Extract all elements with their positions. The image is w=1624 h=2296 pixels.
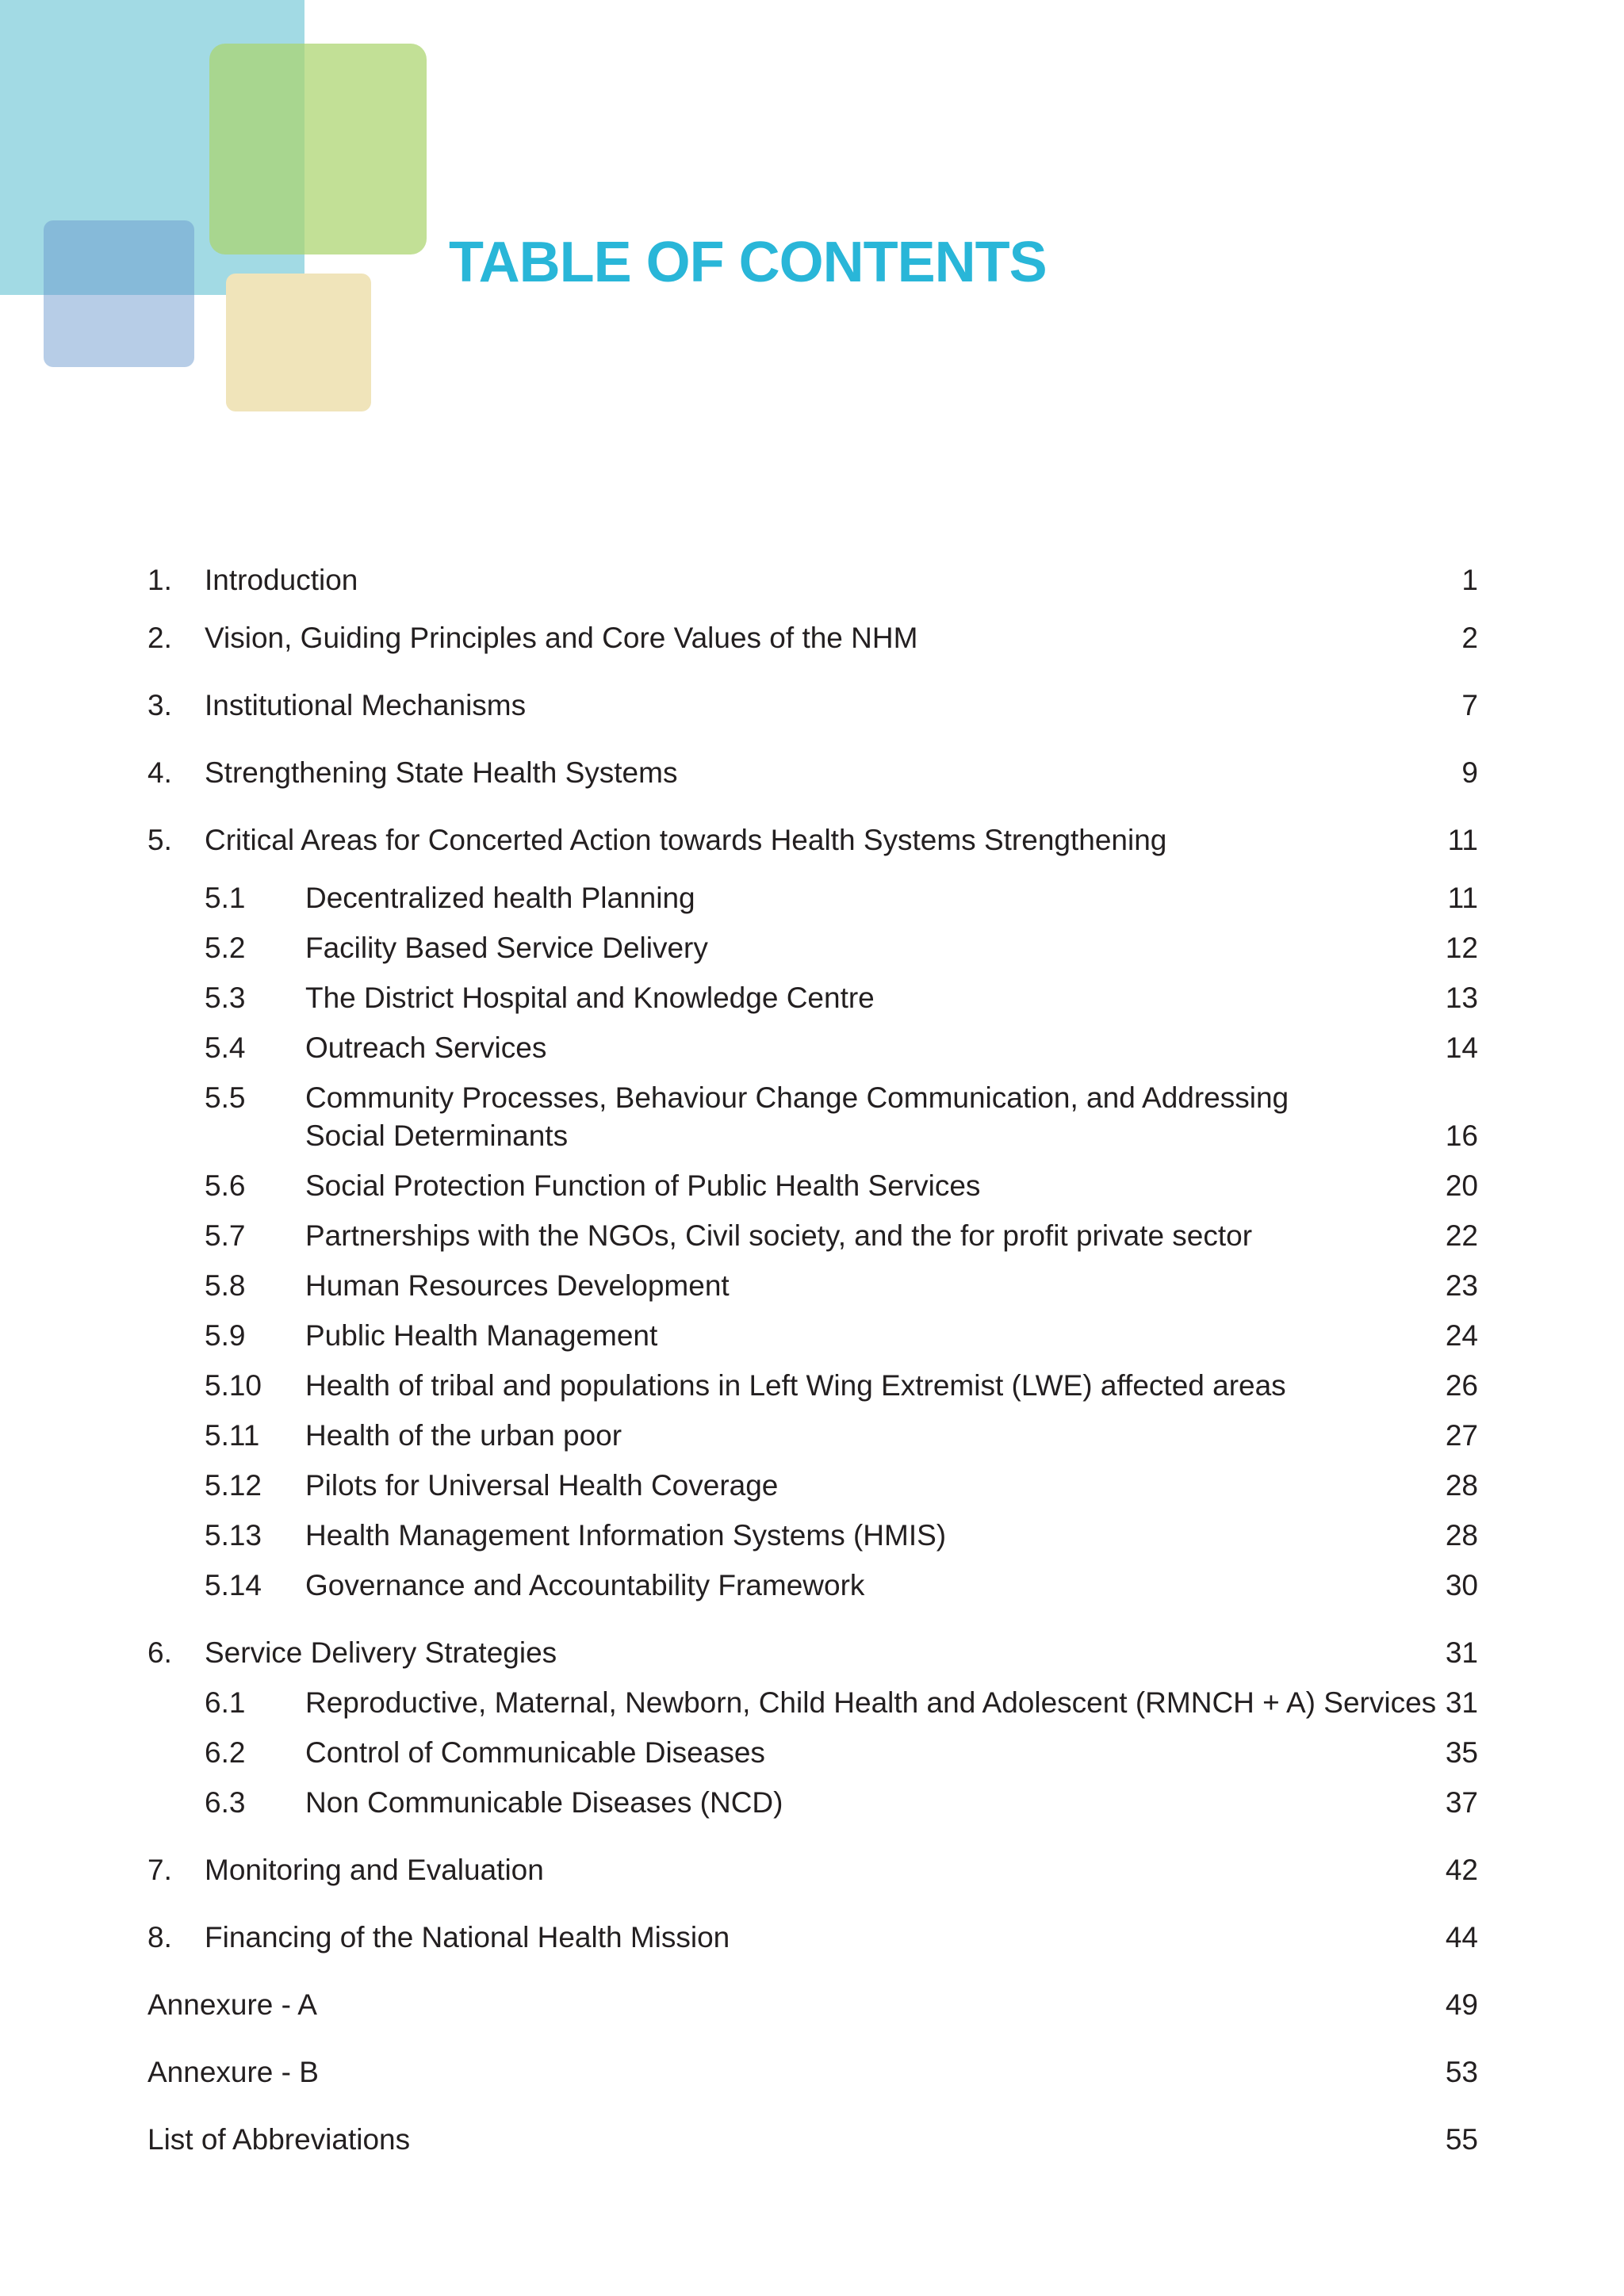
toc-entry-title: Partnerships with the NGOs, Civil society, and the for profit private sector bbox=[305, 1219, 1253, 1252]
toc-entry-number: 5.14 bbox=[205, 1569, 262, 1601]
toc-entry-page: 11 bbox=[1447, 882, 1478, 914]
toc-entry-number: 6.3 bbox=[205, 1786, 246, 1819]
toc-entry-title: Public Health Management bbox=[305, 1319, 658, 1352]
toc-entry-title: Strengthening State Health Systems bbox=[205, 756, 678, 789]
toc-entry-page: 7 bbox=[1461, 689, 1478, 721]
toc-entry-page: 22 bbox=[1445, 1219, 1478, 1252]
toc-entry-page: 27 bbox=[1445, 1419, 1478, 1452]
toc-entry-number: 5.10 bbox=[205, 1369, 262, 1402]
toc-entry-page: 53 bbox=[1445, 2056, 1478, 2088]
toc-entry-title: Annexure - B bbox=[147, 2056, 319, 2088]
toc-entry-page: 55 bbox=[1445, 2123, 1478, 2156]
toc-entry-title: Non Communicable Diseases (NCD) bbox=[305, 1786, 783, 1819]
toc-entry-number: 5.7 bbox=[205, 1219, 246, 1252]
toc-entry-title: Human Resources Development bbox=[305, 1269, 730, 1302]
toc-entry-title: Introduction bbox=[205, 564, 358, 596]
toc-entry-page: 37 bbox=[1445, 1786, 1478, 1819]
toc-entry-title: Decentralized health Planning bbox=[305, 882, 695, 914]
toc-entry-title: Reproductive, Maternal, Newborn, Child Health and Adolescent (RMNCH + A) Services bbox=[305, 1686, 1437, 1719]
toc-entry-number: 4. bbox=[147, 756, 172, 789]
toc-entry-number: 5.11 bbox=[205, 1419, 260, 1452]
toc-entry-title: Institutional Mechanisms bbox=[205, 689, 527, 721]
toc-entry-number: 5.2 bbox=[205, 932, 246, 964]
toc-entry-title: Monitoring and Evaluation bbox=[205, 1854, 544, 1886]
toc-entry-page: 42 bbox=[1445, 1854, 1478, 1886]
toc-entry-number: 3. bbox=[147, 689, 172, 721]
toc-entry-page: 16 bbox=[1445, 1119, 1478, 1152]
toc-entry-page: 12 bbox=[1445, 932, 1478, 964]
toc-entry-number: 1. bbox=[147, 564, 172, 596]
toc-entry-page: 11 bbox=[1447, 824, 1478, 856]
toc-entry-page: 28 bbox=[1445, 1519, 1478, 1552]
toc-entry-page: 20 bbox=[1445, 1169, 1478, 1202]
toc-entry-number: 8. bbox=[147, 1921, 172, 1954]
toc-entry-number: 7. bbox=[147, 1854, 172, 1886]
toc-entry-page: 30 bbox=[1445, 1569, 1478, 1601]
toc-entry-number: 5.13 bbox=[205, 1519, 262, 1552]
toc-entry-number: 5.8 bbox=[205, 1269, 246, 1302]
toc-subentry[interactable] bbox=[0, 1079, 1624, 1155]
toc-entry-number: 5.9 bbox=[205, 1319, 246, 1352]
toc-entry-page: 26 bbox=[1445, 1369, 1478, 1402]
toc-entry-page: 9 bbox=[1461, 756, 1478, 789]
toc-entry-title: Health of the urban poor bbox=[305, 1419, 622, 1452]
toc-entry-title: Annexure - A bbox=[147, 1988, 317, 2021]
toc-entry-title: Health Management Information Systems (HMIS) bbox=[305, 1519, 947, 1552]
toc-entry-number: 5.4 bbox=[205, 1031, 246, 1064]
toc-entry-title: Social Protection Function of Public Health Services bbox=[305, 1169, 981, 1202]
toc-entry-page: 31 bbox=[1445, 1686, 1478, 1719]
toc-entry-page: 24 bbox=[1445, 1319, 1478, 1352]
toc-entry-number: 5.1 bbox=[205, 882, 246, 914]
toc-entry-page: 13 bbox=[1445, 982, 1478, 1014]
toc-entry-page: 1 bbox=[1461, 564, 1478, 596]
toc-entry-title: Governance and Accountability Framework bbox=[305, 1569, 865, 1601]
toc-entry-number: 6. bbox=[147, 1636, 172, 1669]
toc-entry-page: 31 bbox=[1445, 1636, 1478, 1669]
toc-entry-title: Service Delivery Strategies bbox=[205, 1636, 557, 1669]
toc-entry-title: Outreach Services bbox=[305, 1031, 547, 1064]
toc-entry-page: 35 bbox=[1445, 1736, 1478, 1769]
toc-entry-page: 2 bbox=[1461, 622, 1478, 654]
toc-entry-number: 5.5 bbox=[205, 1081, 246, 1114]
toc-entry-title: Facility Based Service Delivery bbox=[305, 932, 708, 964]
toc-entry-title: Financing of the National Health Mission bbox=[205, 1921, 730, 1954]
toc-entry-number: 5. bbox=[147, 824, 172, 856]
toc-entry-title: List of Abbreviations bbox=[147, 2123, 411, 2156]
toc-entry-page: 23 bbox=[1445, 1269, 1478, 1302]
toc-entry-title: Community Processes, Behaviour Change Communication, and Addressing bbox=[305, 1081, 1289, 1114]
toc-entry-number: 5.6 bbox=[205, 1169, 246, 1202]
toc-entry-page: 49 bbox=[1445, 1988, 1478, 2021]
toc-entry-number: 5.12 bbox=[205, 1469, 262, 1502]
toc-entry-number: 6.2 bbox=[205, 1736, 246, 1769]
toc-entry-number: 2. bbox=[147, 622, 172, 654]
toc-entry-page: 28 bbox=[1445, 1469, 1478, 1502]
toc-entry-title-continued: Social Determinants bbox=[305, 1119, 569, 1152]
toc-entry-title: Control of Communicable Diseases bbox=[305, 1736, 765, 1769]
toc-entry-page: 14 bbox=[1445, 1031, 1478, 1064]
toc-entry-title: Critical Areas for Concerted Action towards Health Systems Strengthening bbox=[205, 824, 1167, 856]
toc-entry-title: Vision, Guiding Principles and Core Values of the NHM bbox=[205, 622, 918, 654]
toc-entry-number: 5.3 bbox=[205, 982, 246, 1014]
toc-entry-title: The District Hospital and Knowledge Centre bbox=[305, 982, 875, 1014]
toc-entry-title: Pilots for Universal Health Coverage bbox=[305, 1469, 779, 1502]
toc-entry-page: 44 bbox=[1445, 1921, 1478, 1954]
toc-entry-number: 6.1 bbox=[205, 1686, 246, 1719]
page-title: TABLE OF CONTENTS bbox=[449, 231, 1047, 294]
toc-entry-title: Health of tribal and populations in Left Wing Extremist (LWE) affected areas bbox=[305, 1369, 1286, 1402]
